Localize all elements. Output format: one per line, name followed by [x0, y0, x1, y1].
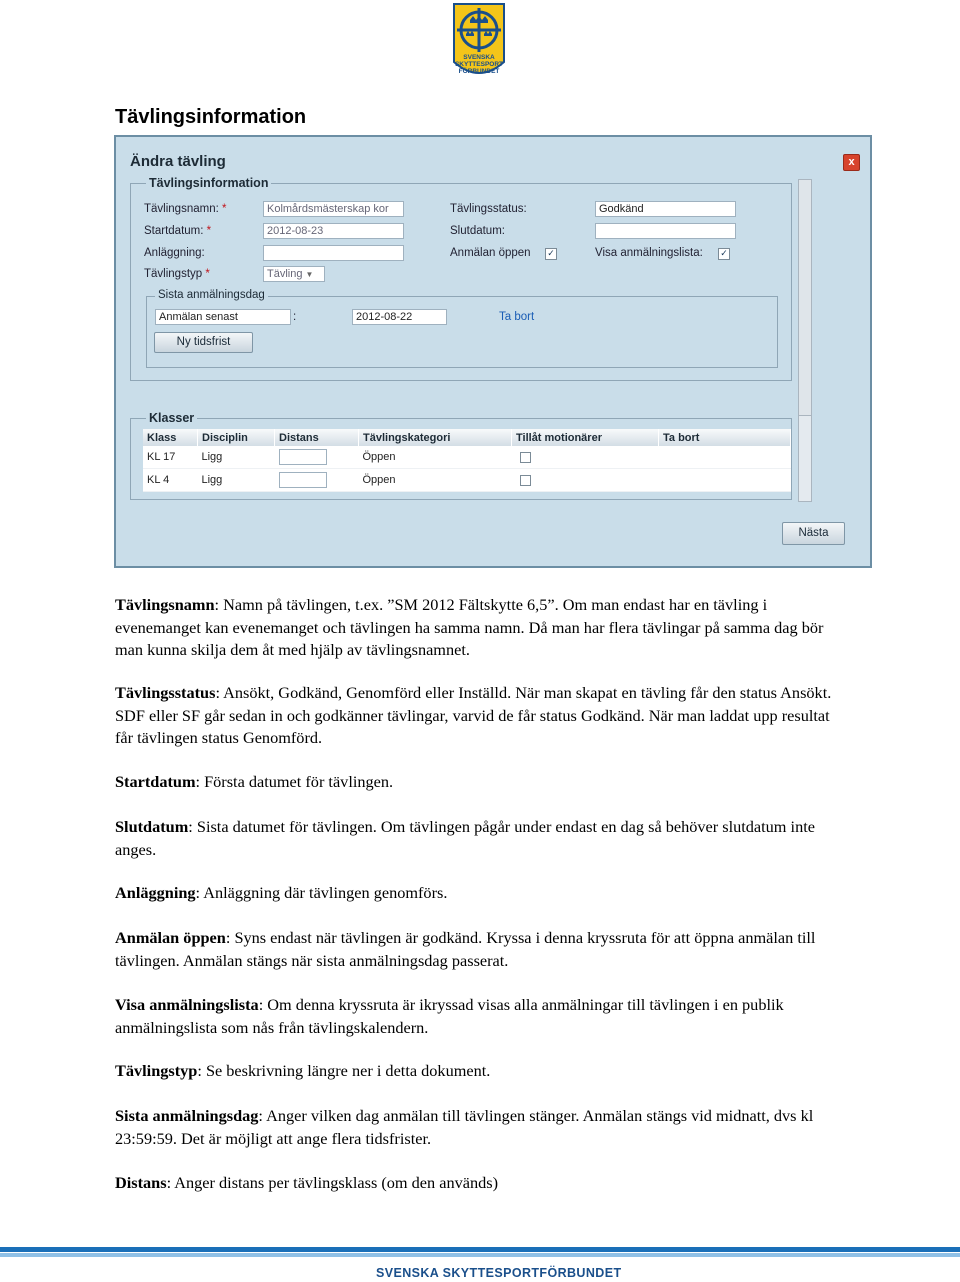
- end-date-input[interactable]: [595, 223, 736, 239]
- next-button[interactable]: Nästa: [782, 522, 845, 545]
- scrollbar-track[interactable]: [798, 179, 812, 417]
- type-label: Tävlingstyp *: [144, 268, 210, 280]
- term: Startdatum: [115, 772, 196, 791]
- deadline-date-input[interactable]: 2012-08-22: [352, 309, 447, 325]
- paragraph-show-list: Visa anmälningslista: Om denna kryssruta är ikryssad visas alla anmälningar till tävlingen i en publik anmälningslista som nås från tävlingskalendern.: [115, 995, 784, 1037]
- scrollbar-thumb[interactable]: [798, 415, 812, 502]
- name-label: Tävlingsnamn: *: [144, 203, 227, 215]
- distance-input[interactable]: [279, 449, 327, 465]
- term: Anmälan öppen: [115, 928, 226, 947]
- start-date-label: Startdatum: *: [144, 225, 212, 237]
- edit-competition-dialog: [114, 135, 872, 568]
- start-date-input[interactable]: 2012-08-23: [263, 223, 404, 239]
- footer-stripe-light: [0, 1253, 960, 1257]
- distance-cell: [275, 446, 359, 469]
- show-list-checkbox[interactable]: ✓: [718, 248, 730, 260]
- deadline-colon: :: [293, 311, 297, 323]
- new-deadline-button[interactable]: Ny tidsfrist: [154, 332, 253, 353]
- column-header: Tävlingskategori: [359, 429, 512, 446]
- paragraph-distance: Distans: Anger distans per tävlingsklass (om den används): [115, 1173, 499, 1192]
- allow-exercisers-checkbox[interactable]: [520, 475, 531, 486]
- venue-label: Anläggning:: [144, 247, 205, 259]
- allow-exercisers-checkbox[interactable]: [520, 452, 531, 463]
- chevron-down-icon: ▼: [305, 270, 314, 279]
- table-row: [143, 446, 791, 469]
- name-input[interactable]: Kolmårdsmästerskap kor: [263, 201, 404, 217]
- term: Tävlingsnamn: [115, 595, 215, 614]
- close-button[interactable]: x: [843, 154, 860, 171]
- federation-logo: [450, 2, 508, 84]
- status-select[interactable]: Godkänd: [595, 201, 736, 217]
- paragraph-status: Tävlingsstatus: Ansökt, Godkänd, Genomförd eller Inställd. När man skapat en tävling får den status Ansökt. SDF eller SF går sedan in och godkänner tävlingar, varvid de får status Godkänd. När man laddat upp resultat får tävlingen status Genomförd.: [115, 683, 832, 747]
- deadline-fieldset: [146, 289, 778, 368]
- column-header: Disciplin: [198, 429, 275, 446]
- term: Slutdatum: [115, 817, 189, 836]
- footer-stripe: [0, 1247, 960, 1252]
- paragraph-venue: Anläggning: Anläggning där tävlingen genomförs.: [115, 883, 448, 902]
- category-cell: Öppen: [359, 446, 512, 469]
- term: Distans: [115, 1173, 167, 1192]
- classes-legend: Klasser: [146, 411, 197, 425]
- remove-cell: [659, 446, 791, 469]
- logo-text-3: FÖRBUNDET: [458, 68, 500, 75]
- term: Sista anmälningsdag: [115, 1106, 259, 1125]
- remove-cell: [659, 469, 791, 492]
- classes-table: [143, 429, 791, 492]
- dialog-content-panel: [130, 176, 796, 501]
- type-select[interactable]: Tävling ▼: [263, 266, 325, 282]
- deadline-name-input[interactable]: Anmälan senast: [155, 309, 291, 325]
- end-date-label: Slutdatum:: [450, 225, 505, 237]
- column-header: Ta bort: [659, 429, 791, 446]
- column-header: Tillåt motionärer: [512, 429, 659, 446]
- deadline-legend: Sista anmälningsdag: [155, 289, 268, 301]
- paragraph-start-date: Startdatum: Första datumet för tävlingen.: [115, 772, 394, 791]
- info-legend: Tävlingsinformation: [146, 176, 271, 190]
- term: Tävlingstyp: [115, 1061, 198, 1080]
- registration-open-label: Anmälan öppen: [450, 247, 531, 259]
- paragraph-end-date: Slutdatum: Sista datumet för tävlingen. Om tävlingen pågår under endast en dag så behöver slutdatum inte anges.: [115, 817, 815, 859]
- show-list-label: Visa anmälningslista:: [595, 247, 703, 259]
- logo-text-1: SVENSKA: [463, 54, 495, 61]
- footer-text: SVENSKA SKYTTESPORTFÖRBUNDET: [376, 1266, 622, 1280]
- class-cell: KL 17: [143, 446, 198, 469]
- distance-cell: [275, 469, 359, 492]
- paragraph-deadline: Sista anmälningsdag: Anger vilken dag anmälan till tävlingen stänger. Anmälan stängs vid midnatt, dvs kl 23:59:59. Det är möjligt att ange flera tidsfrister.: [115, 1106, 814, 1148]
- allow-exercisers-cell: [512, 446, 659, 469]
- logo-text-2: SKYTTESPORT: [454, 61, 504, 68]
- status-label: Tävlingsstatus:: [450, 203, 527, 215]
- registration-open-checkbox[interactable]: ✓: [545, 248, 557, 260]
- term: Anläggning: [115, 883, 196, 902]
- class-cell: KL 4: [143, 469, 198, 492]
- column-header: Distans: [275, 429, 359, 446]
- venue-input[interactable]: [263, 245, 404, 261]
- dialog-title: Ändra tävling: [130, 153, 226, 170]
- term: Tävlingsstatus: [115, 683, 216, 702]
- remove-deadline-link[interactable]: Ta bort: [499, 311, 535, 323]
- paragraph-competition-name: Tävlingsnamn: Namn på tävlingen, t.ex. ”SM 2012 Fältskytte 6,5”. Om man endast har en tävling i evenemanget kan evenemanget och tävlingen ha samma namn. Då man har flera tävlingar på samma dag bör man kunna skilja dem åt med hjälp av tävlingsnamnet.: [115, 595, 824, 659]
- distance-input[interactable]: [279, 472, 327, 488]
- discipline-cell: Ligg: [198, 446, 275, 469]
- paragraph-competition-type: Tävlingstyp: Se beskrivning längre ner i detta dokument.: [115, 1061, 491, 1080]
- allow-exercisers-cell: [512, 469, 659, 492]
- table-row: [143, 469, 791, 492]
- classes-fieldset: [130, 411, 792, 500]
- paragraph-registration-open: Anmälan öppen: Syns endast när tävlingen är godkänd. Kryssa i denna kryssruta för att öppna anmälan till tävlingen. Anmälan stängs när sista anmälningsdag passerat.: [115, 928, 816, 970]
- discipline-cell: Ligg: [198, 469, 275, 492]
- column-header: Klass: [143, 429, 198, 446]
- term: Visa anmälningslista: [115, 995, 259, 1014]
- info-fieldset: [130, 176, 792, 381]
- category-cell: Öppen: [359, 469, 512, 492]
- document-title: Tävlingsinformation: [115, 106, 307, 128]
